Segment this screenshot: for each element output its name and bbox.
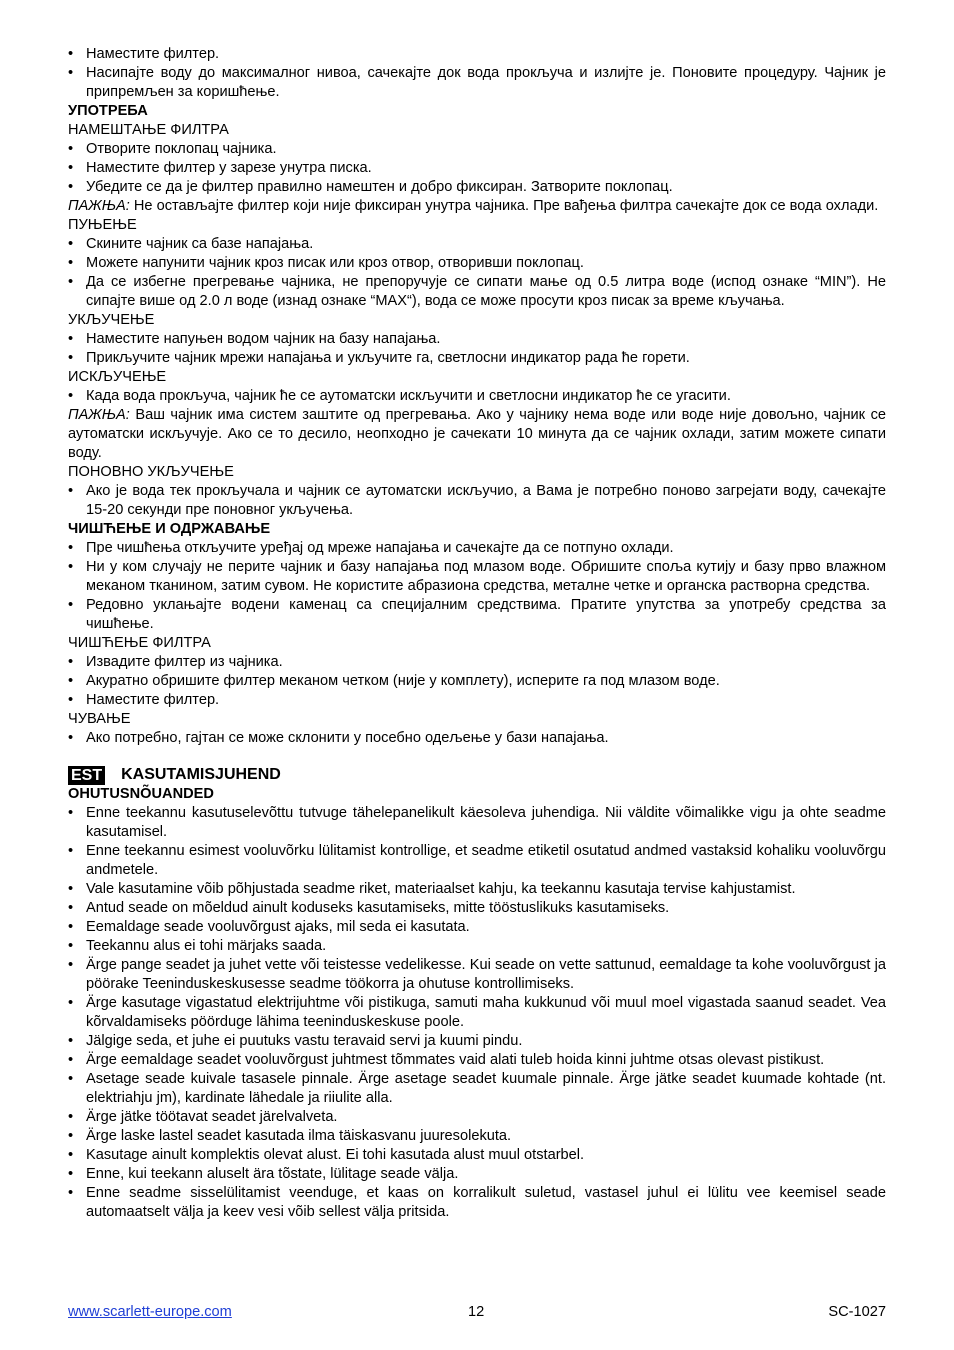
list-item: • Enne, kui teekann aluselt ära tõstate, lülitage seade välja. [68, 1165, 886, 1184]
section-heading-use: УПОТРЕБА [68, 103, 148, 119]
list-item: • Ни у ком случају не перите чајник и базу напајања под млазом воде. Обришите споља кутију и базу прво влажном меканом тканином, затим сувом. Не користите абразиона средства, металне четке и органска растворна средства. [68, 558, 886, 596]
est-section-header [68, 765, 886, 785]
list-item: • Vale kasutamine võib põhjustada seadme riket, materiaalset kahju, ka teekannu kasutaja tervise kahjustamist. [68, 880, 886, 899]
list-item: • Enne teekannu esimest vooluvõrku lülitamist kontrollige, et seadme etiketil osutatud andmed vastaksid kohaliku vooluvõrgu andmetele. [68, 842, 886, 880]
switch-off-list [68, 387, 886, 406]
est-title: KASUTAMISJUHEND [121, 766, 281, 783]
warning-note [68, 406, 886, 463]
list-item: • Наместите филтер. [68, 45, 886, 64]
list-item: • Пре чишћења откључите уређај од мреже напајања и сачекајте да се потпуно охлади. [68, 539, 886, 558]
list-item: • Ако је вода тек прокључала и чајник се аутоматски искључио, а Вама је потребно поново загрејати воду, сачекајте 15-20 секунди пре поновног укључења. [68, 482, 886, 520]
list-item: • Редовно уклањајте водени каменац са специјалним средствима. Пратите упутства за употребу средства за чишћење. [68, 596, 886, 634]
switch-on-list [68, 330, 886, 368]
section-heading-cleaning: ЧИШЋЕЊЕ И ОДРЖАВАЊЕ [68, 521, 271, 537]
warning-label: ПАЖЊА: [68, 407, 130, 423]
list-item: • Насипајте воду до максималног нивоа, сачекајте док вода прокључа и излијте је. Поновите процедуру. Чајник је припремљен за коришћење. [68, 64, 886, 102]
list-item: • Teekannu alus ei tohi märjaks saada. [68, 937, 886, 956]
cleaning-list [68, 539, 886, 634]
subheading-reswitch-on: ПОНОВНО УКЉУЧЕЊЕ [68, 464, 234, 480]
list-item: • Ärge laske lastel seadet kasutada ilma täiskasvanu juuresolekuta. [68, 1127, 886, 1146]
page-footer [68, 1303, 886, 1323]
list-item: • Ärge eemaldage seadet vooluvõrgust juhtmest tõmmates vaid alati tuleb hoida kinni juhtme otsas olevast pistikust. [68, 1051, 886, 1070]
list-item: • Enne seadme sisselülitamist veenduge, et kaas on korralikult suletud, vastasel juhul ei lülitu vee keemisel seade automaatselt välja ja keev vesi võib sellest välja pritsida. [68, 1184, 886, 1222]
list-item: • Eemaldage seade vooluvõrgust ajaks, mil seda ei kasutata. [68, 918, 886, 937]
list-item: • Antud seade on mõeldud ainult koduseks kasutamiseks, mitte tööstuslikuks kasutamiseks. [68, 899, 886, 918]
safety-list [68, 804, 886, 1222]
subheading-filter-cleaning: ЧИШЋЕЊЕ ФИЛТРА [68, 635, 211, 651]
page-number: 12 [468, 1304, 485, 1320]
filling-list [68, 235, 886, 311]
list-item: • Када вода прокључа, чајник ће се аутоматски искључити и светлосни индикатор ће се угасити. [68, 387, 886, 406]
filter-cleaning-list [68, 653, 886, 710]
list-item: • Наместите филтер у зарезе унутра писка. [68, 159, 886, 178]
subheading-switch-on: УКЉУЧЕЊЕ [68, 312, 155, 328]
list-item: • Прикључите чајник мрежи напајања и укључите га, светлосни индикатор рада ће горети. [68, 349, 886, 368]
subheading-switch-off: ИСКЉУЧЕЊЕ [68, 369, 167, 385]
list-item: • Ако потребно, гајтан се може склонити у посебно одељење у бази напајања. [68, 729, 886, 748]
list-item: • Ärge kasutage vigastatud elektrijuhtme või pistikuga, samuti maha kukkunud või muul moel vigastada saanud seadet. Vea kõrvaldamiseks pöörduge lähima teeninduskeskuse poole. [68, 994, 886, 1032]
list-item: • Отворите поклопац чајника. [68, 140, 886, 159]
storage-list [68, 729, 886, 748]
reswitch-on-list [68, 482, 886, 520]
list-item: • Enne teekannu kasutuselevõttu tutvuge tähelepanelikult käesoleva juhendiga. Nii väldite võimalikke vigu ja ohte seadme kasutamisel. [68, 804, 886, 842]
list-item: • Скините чајник са базе напајања. [68, 235, 886, 254]
warning-text: Ваш чајник има систем заштите од прегревања. Ако у чајнику нема воде или воде није довољно, чајник се аутоматски искључује. Ако се то десило, неопходно је сачекати 10 минута да се чајник охлади, затим можете сипати воду. [68, 407, 886, 461]
list-item: • Ärge pange seadet ja juhet vette või teistesse vedelikesse. Kui seade on vette sattunud, eemaldage ta kohe vooluvõrgust ja pöörake Teeninduskeskusesse seadme töökorra ja ohutuse kontrollimiseks. [68, 956, 886, 994]
list-item: • Наместите напуњен водом чајник на базу напајања. [68, 330, 886, 349]
list-item: • Извадите филтер из чајника. [68, 653, 886, 672]
list-item: • Убедите се да је филтер правилно намештен и добро фиксиран. Затворите поклопац. [68, 178, 886, 197]
model-number: SC-1027 [828, 1304, 886, 1320]
list-item: • Да се избегне прегревање чајника, не препоручује се сипати мање од 0.5 литра воде (испод ознаке “MIN”). Не сипајте више од 2.0 л воде (изнад ознаке “MAX“), вода се може просути кроз писак за време кључања. [68, 273, 886, 311]
list-item: • Можете напунити чајник кроз писак или кроз отвор, отворивши поклопац. [68, 254, 886, 273]
section-heading-safety: OHUTUSNÕUANDED [68, 786, 214, 802]
page-content [68, 45, 886, 1222]
language-badge: EST [68, 766, 105, 785]
top-list [68, 45, 886, 102]
subheading-filling: ПУЊЕЊЕ [68, 217, 137, 233]
list-item: • Наместите филтер. [68, 691, 886, 710]
list-item: • Kasutage ainult komplektis olevat alust. Ei tohi kasutada alust muul otstarbel. [68, 1146, 886, 1165]
list-item: • Asetage seade kuivale tasasele pinnale. Ärge asetage seadet kuumale pinnale. Ärge jätke seadet kuumade kohtade (nt. elektriahju jm), kardinate lähedale ja riiulite alla. [68, 1070, 886, 1108]
list-item: • Ärge jätke töötavat seadet järelvalveta. [68, 1108, 886, 1127]
subheading-filter-install: НАМЕШТАЊЕ ФИЛТРА [68, 122, 229, 138]
list-item: • Jälgige seda, et juhe ei puutuks vastu teravaid servi ja kuumi pindu. [68, 1032, 886, 1051]
filter-install-list [68, 140, 886, 197]
warning-note [68, 197, 886, 216]
website-link[interactable]: www.scarlett-europe.com [68, 1304, 232, 1320]
list-item: • Акуратно обришите филтер меканом четком (није у комплету), исперите га под млазом воде. [68, 672, 886, 691]
warning-text: Не остављајте филтер који није фиксиран унутра чајника. Пре вађења филтра сачекајте док се вода охлади. [129, 198, 879, 214]
warning-label: ПАЖЊА: [68, 198, 130, 214]
subheading-storage: ЧУВАЊЕ [68, 711, 131, 727]
